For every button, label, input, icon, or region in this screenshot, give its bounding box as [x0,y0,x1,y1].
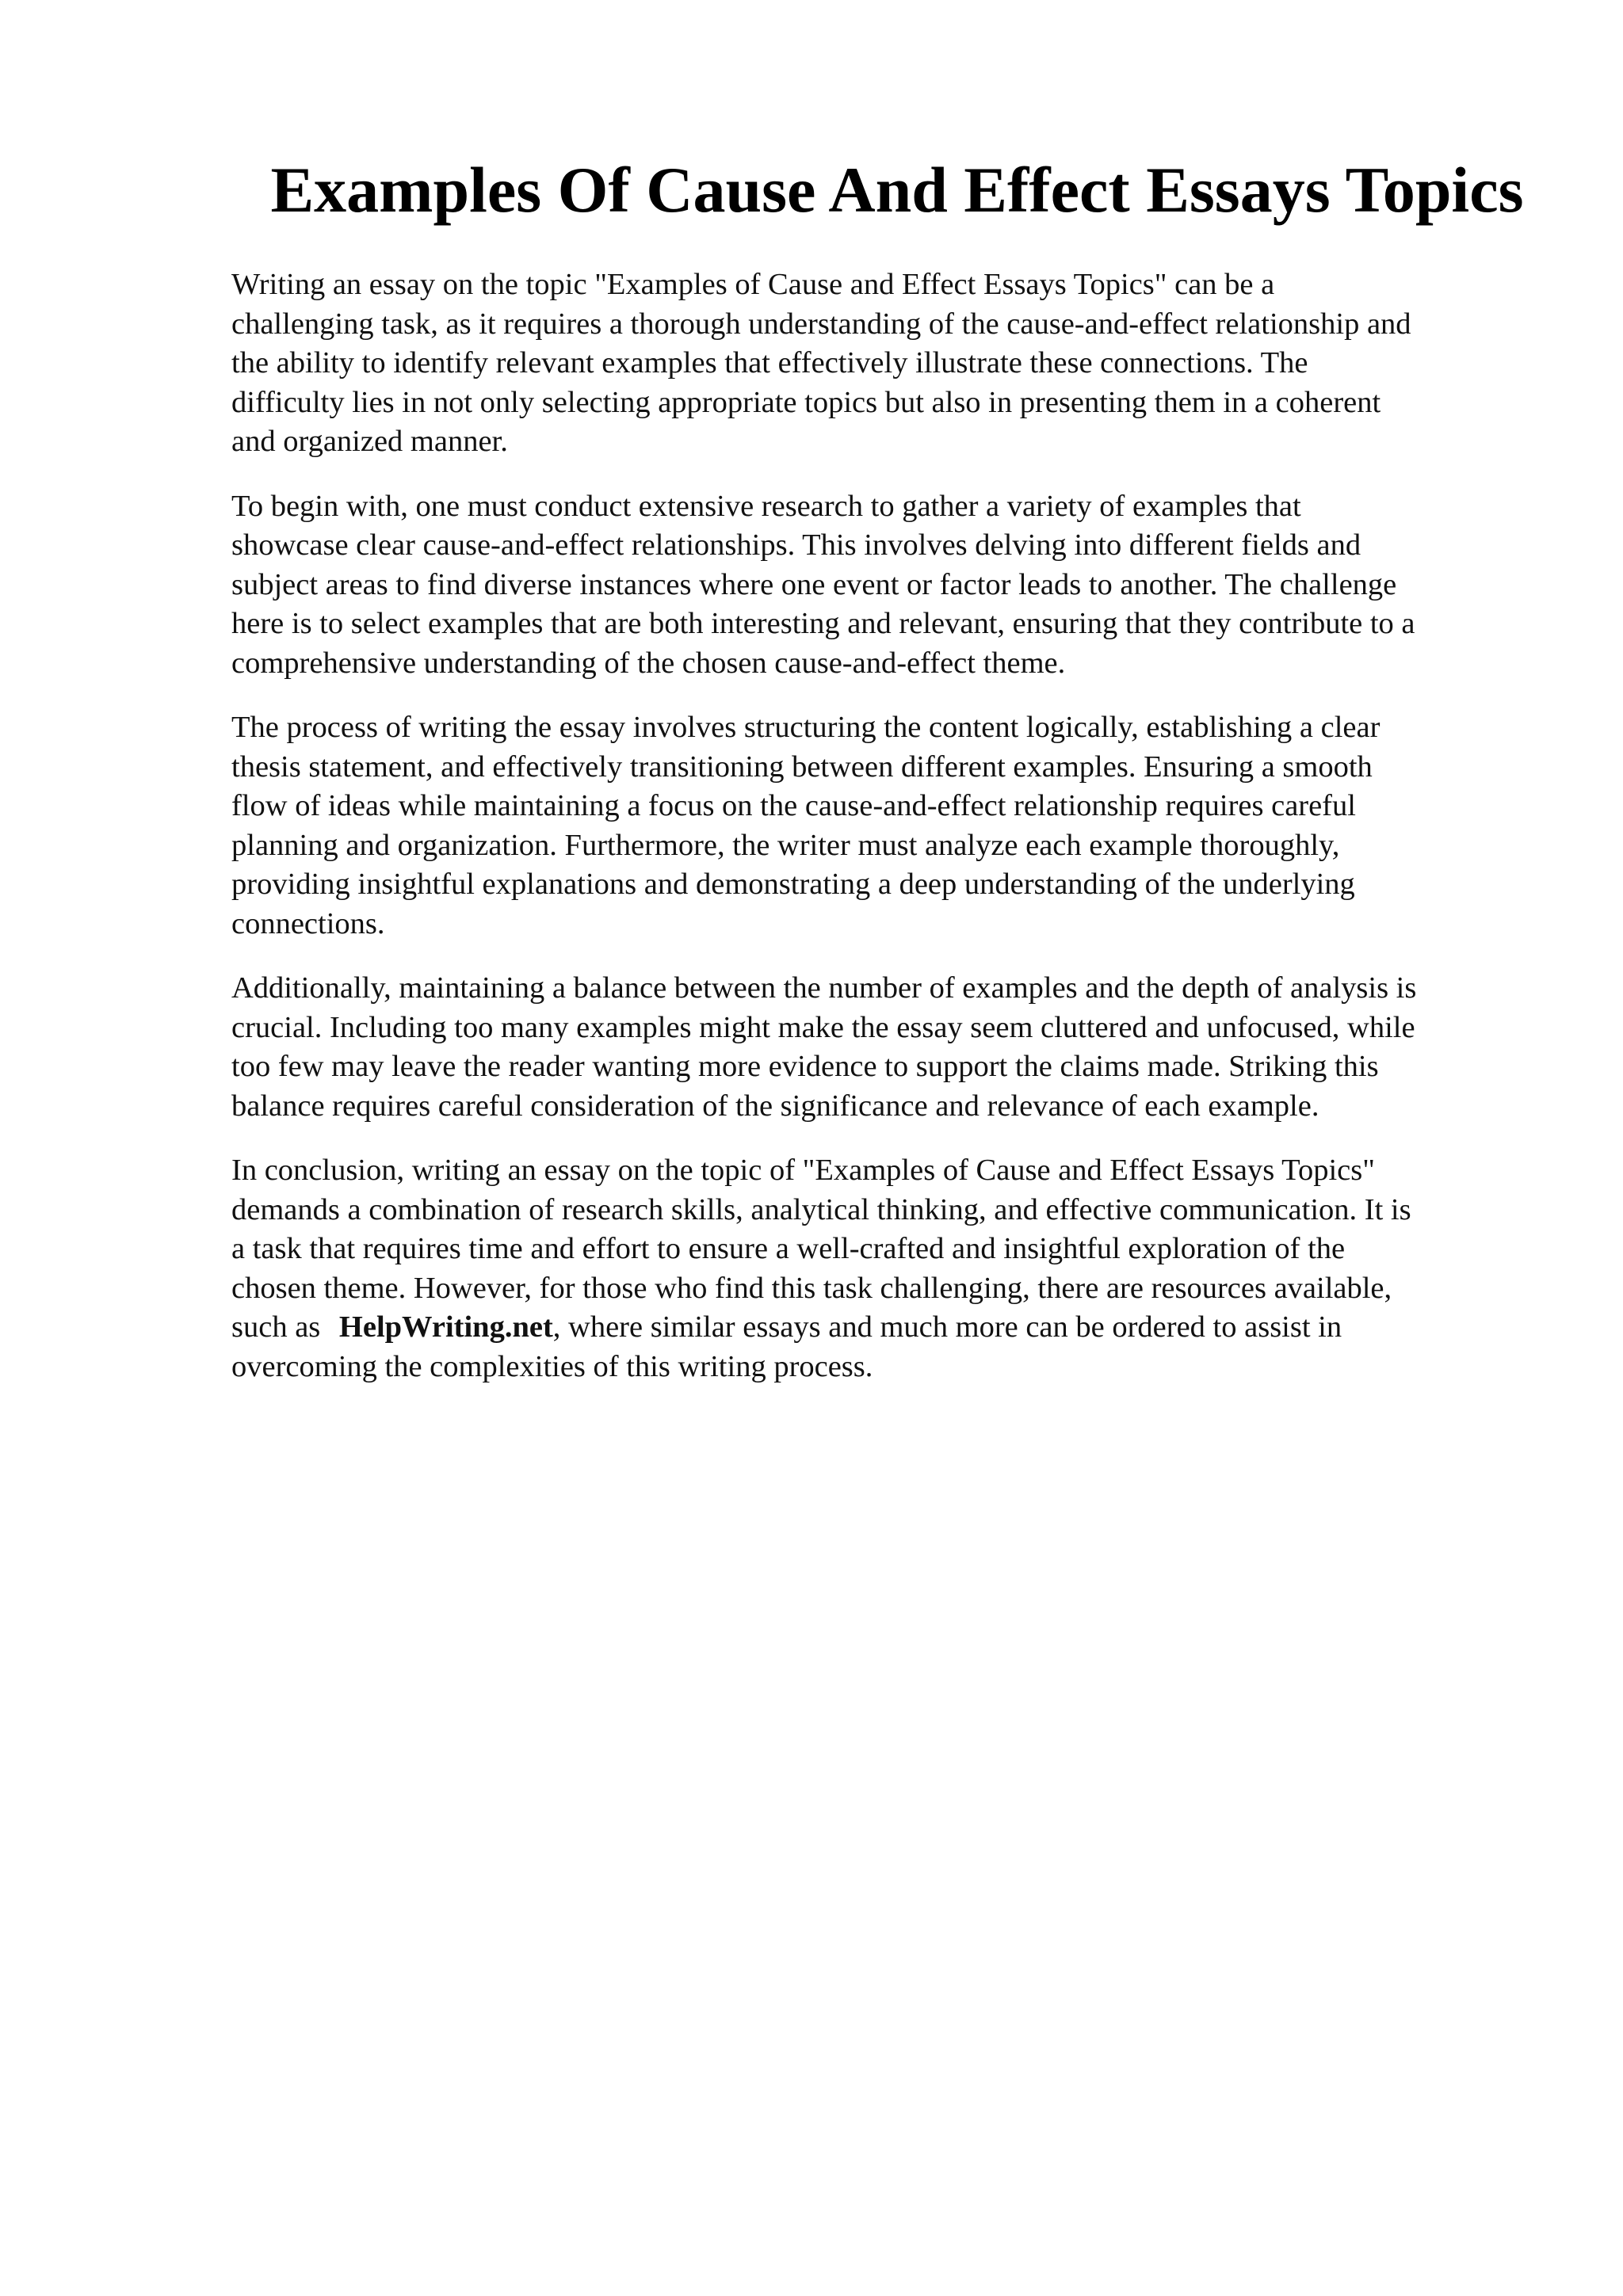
paragraph-line: connections. [231,906,385,940]
paragraph-5 [231,1151,1507,1386]
paragraph-line: balance requires careful consideration of the significance and relevance of each example. [231,1089,1319,1123]
paragraph-line: Writing an essay on the topic "Examples of Cause and Effect Essays Topics" can be a [231,268,1275,301]
link-line-suffix: , where similar essays and much more can be ordered to assist in [552,1310,1342,1344]
page-title: Examples Of Cause And Effect Essays Topics [270,154,1524,226]
paragraph-line: The process of writing the essay involves structuring the content logically, establishing a clear [231,711,1381,744]
paragraph-line: planning and organization. Furthermore, the writer must analyze each example thoroughly, [231,828,1340,862]
paragraph-line: overcoming the complexities of this writing process. [231,1349,873,1383]
paragraph-line: here is to select examples that are both interesting and relevant, ensuring that they contribute to a [231,607,1415,640]
paragraph-line: chosen theme. However, for those who find this task challenging, there are resources available, [231,1271,1392,1305]
paragraph-line: In conclusion, writing an essay on the topic of "Examples of Cause and Effect Essays Topics" [231,1154,1375,1187]
paragraph-line: a task that requires time and effort to ensure a well-crafted and insightful exploration of the [231,1232,1346,1265]
paragraph-1 [231,265,1507,462]
paragraph-line: the ability to identify relevant examples that effectively illustrate these connections. The [231,346,1308,379]
paragraph-line: crucial. Including too many examples might make the essay seem cluttered and unfocused, while [231,1010,1415,1044]
paragraph-line: subject areas to find diverse instances where one event or factor leads to another. The challenge [231,567,1397,601]
paragraph-line-with-link [231,1308,1507,1348]
paragraph-line: To begin with, one must conduct extensive research to gather a variety of examples that [231,489,1301,523]
paragraph-line: Additionally, maintaining a balance between the number of examples and the depth of analysis is [231,971,1417,1005]
paragraph-line: thesis statement, and effectively transitioning between different examples. Ensuring a smooth [231,749,1373,784]
paragraph-line: challenging task, as it requires a thorough understanding of the cause-and-effect relationship and [231,307,1411,341]
paragraph-line: and organized manner. [231,425,508,458]
paragraph-line: flow of ideas while maintaining a focus on the cause-and-effect relationship requires careful [231,789,1356,822]
paragraph-4 [231,969,1507,1126]
paragraph-line: demands a combination of research skills, analytical thinking, and effective communication. It is [231,1192,1411,1226]
paragraph-line: showcase clear cause-and-effect relationships. This involves delving into different fields and [231,528,1361,562]
paragraph-line: comprehensive understanding of the chosen cause-and-effect theme. [231,646,1066,680]
helpwriting-link[interactable]: HelpWriting.net [338,1310,553,1344]
link-line-prefix: such as [231,1310,321,1344]
paragraph-line: providing insightful explanations and demonstrating a deep understanding of the underlying [231,868,1355,901]
paragraph-line: difficulty lies in not only selecting appropriate topics but also in presenting them in a coherent [231,385,1381,419]
essay-body [231,265,1507,1412]
paragraph-3 [231,708,1507,944]
paragraph-2 [231,487,1507,684]
paragraph-line: too few may leave the reader wanting more evidence to support the claims made. Striking this [231,1050,1379,1083]
